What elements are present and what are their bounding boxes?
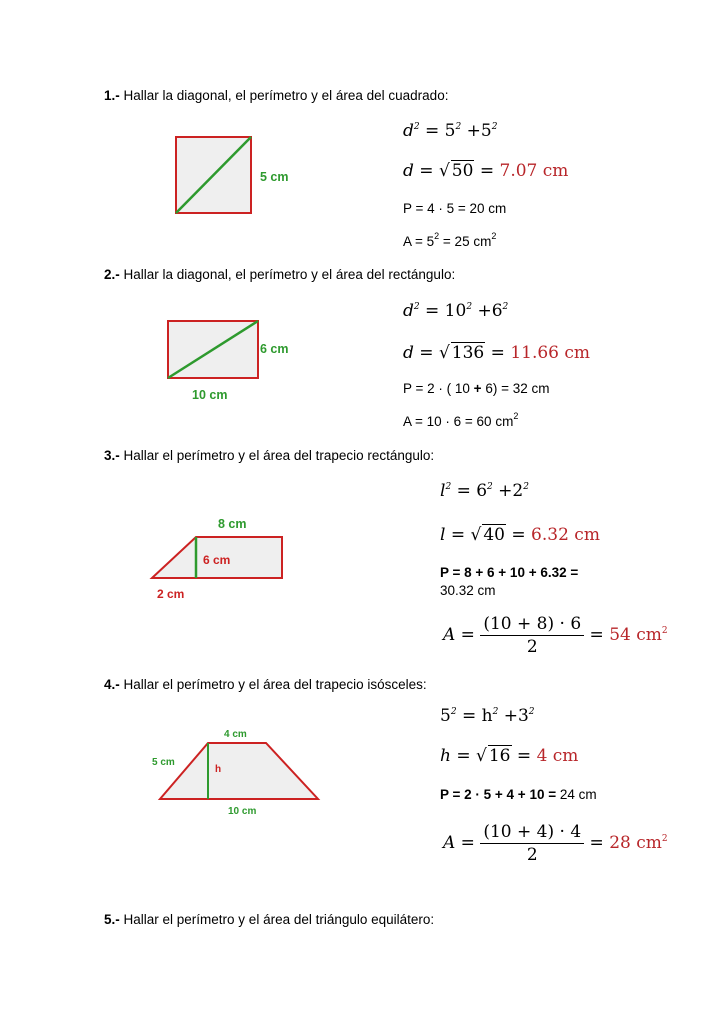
square-side-label: 5 cm: [260, 170, 289, 184]
perimeter-line: P = 2 · ( 10 + 6) = 32 cm: [403, 381, 550, 396]
trapezoid-base-label: 2 cm: [157, 587, 185, 601]
trapezoid-top-label: 8 cm: [218, 517, 247, 531]
problem-statement: Hallar el perímetro y el área del triángulo equilátero:: [119, 912, 435, 927]
problem-number: 5.-: [104, 912, 120, 927]
problem-4-heading: [104, 677, 427, 692]
trapezoid-shape: [160, 743, 318, 799]
pythagoras-equation: $5^2 = h^2 +3^2$: [440, 706, 535, 726]
problem-2-heading: [104, 267, 455, 282]
trapezoid-height-label: h: [215, 764, 222, 775]
pythagoras-equation: $l^2 = 6^2 +2^2$: [440, 481, 529, 501]
diagonal-result: d = √ 50 = 7.07 cm: [403, 161, 569, 181]
problem-number: 3.-: [104, 448, 120, 463]
isosceles-trapezoid-figure: [150, 738, 325, 803]
area-formula: A = $\frac{(10 + 4) \cdot 4}{2}$ = 28 $cm^2$: [443, 822, 668, 865]
problem-3-heading: [104, 448, 434, 463]
area-line: A = 10 · 6 = 60 $cm^2$: [403, 411, 519, 429]
rectangle-height-label: 6 cm: [260, 342, 289, 356]
pythagoras-equation: $d^2 = 10^2 +6^2$: [403, 301, 509, 321]
rectangle-base-label: 10 cm: [192, 388, 228, 402]
diagonal-result: d = √ 136 = 11.66 cm: [403, 343, 591, 363]
trapezoid-top-label: 4 cm: [224, 729, 247, 740]
problem-statement: Hallar el perímetro y el área del trapecio rectángulo:: [119, 448, 435, 463]
trapezoid-side-label: 5 cm: [152, 757, 175, 768]
pythagoras-equation: $d^2 = 5^2 +5^2$: [403, 121, 498, 141]
problem-number: 1.-: [104, 88, 120, 103]
perimeter-line-bold: P = 8 + 6 + 10 + 6.32 =: [440, 565, 579, 580]
area-line: $A = 5^2 = 25$ $cm^2$: [403, 231, 497, 249]
trapezoid-base-label: 10 cm: [228, 806, 257, 817]
problem-5-heading: [104, 912, 434, 927]
perimeter-line: P = 4 · 5 = 20 cm: [403, 201, 507, 216]
problem-number: 2.-: [104, 267, 120, 282]
rectangle-figure: [160, 312, 270, 387]
area-formula: A = $\frac{(10 + 8) \cdot 6}{2}$ = 54 $cm^2$: [443, 614, 668, 657]
perimeter-line-result: 30.32 cm: [440, 583, 496, 598]
height-result: h = √ 16 = 4 cm: [440, 746, 579, 766]
problem-1-heading: [104, 88, 448, 103]
leg-result: l = √ 40 = 6.32 cm: [440, 525, 600, 545]
problem-statement: Hallar la diagonal, el perímetro y el área del cuadrado:: [119, 88, 449, 103]
perimeter-line: P = 2 · 5 + 4 + 10 = 24 cm: [440, 787, 597, 802]
problem-statement: Hallar el perímetro y el área del trapecio isósceles:: [119, 677, 427, 692]
problem-number: 4.-: [104, 677, 120, 692]
trapezoid-height-label: 6 cm: [203, 553, 231, 567]
problem-statement: Hallar la diagonal, el perímetro y el área del rectángulo:: [119, 267, 456, 282]
